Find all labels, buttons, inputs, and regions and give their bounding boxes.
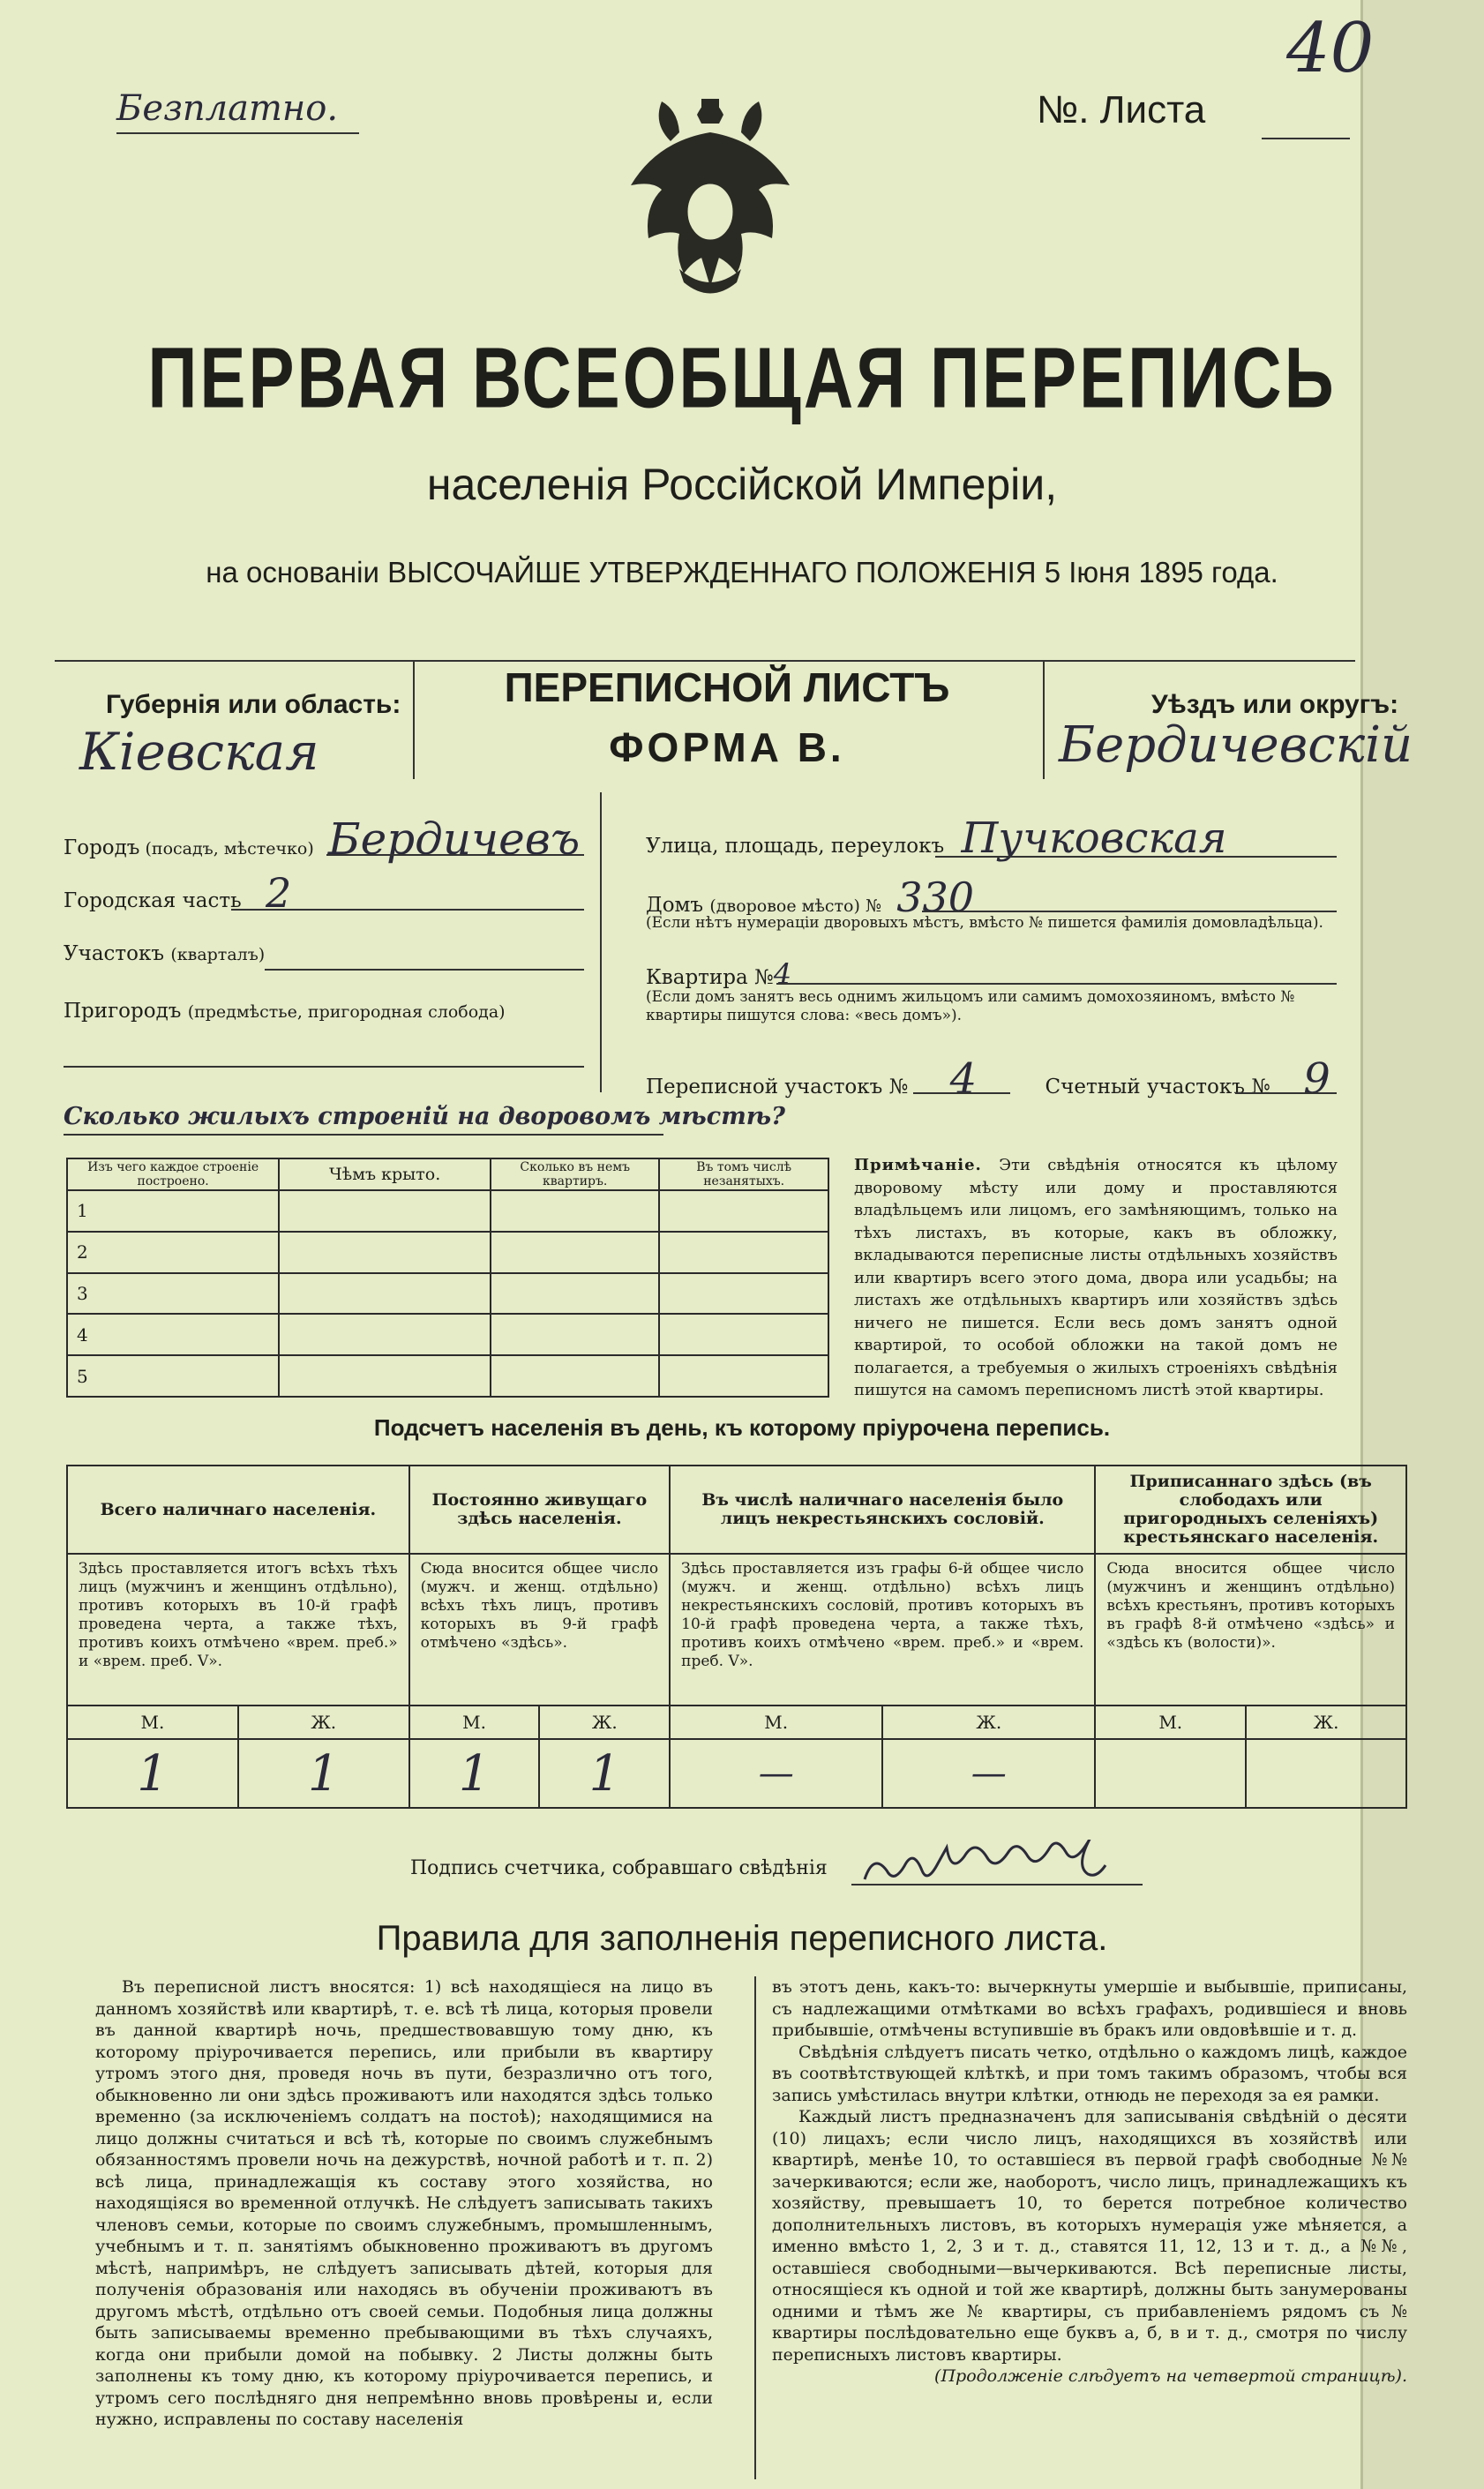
prigorod-underline — [64, 1066, 584, 1068]
rules-right-column — [772, 1976, 1407, 2479]
population-count-table — [66, 1465, 1407, 1809]
peasant-female-value — [1246, 1739, 1406, 1808]
free-underline — [116, 132, 359, 134]
count-headers — [67, 1466, 1406, 1554]
guberniya-label: Губернія или область: — [106, 690, 401, 719]
apt-value: 4 — [773, 957, 792, 991]
total-female-value: 1 — [238, 1739, 409, 1808]
city-value: Бердичевъ — [327, 813, 581, 865]
table-row — [67, 1273, 828, 1315]
structures-question-underline — [64, 1134, 663, 1136]
city-field: Городъ (посадъ, мѣстечко) Бердичевъ — [64, 813, 581, 865]
apt-note: (Если домъ занятъ весь однимъ жильцомъ или самимъ домохозяиномъ, вмѣсто № квартиры пишутся слова: «весь домъ»). — [646, 988, 1295, 1024]
count-title: Подсчетъ населенія въ день, къ которому пріурочена перепись. — [373, 1414, 1111, 1441]
male-label: М. — [409, 1706, 540, 1739]
table-row — [67, 1232, 828, 1273]
count-header-permanent: Постоянно живущаго здѣсь населенія. — [409, 1466, 670, 1554]
structures-question: Сколько жилыхъ строеній на дворовомъ мѣстѣ? — [64, 1103, 785, 1130]
form-type: ФОРМА В. — [609, 724, 845, 770]
census-basis: на основаніи ВЫСОЧАЙШЕ УТВЕРЖДЕННАГО ПОЛОЖЕНІЯ 5 Іюня 1895 года. — [206, 556, 1278, 589]
counting-district-value: 9 — [1303, 1054, 1330, 1104]
count-desc-permanent: Сюда вносится общее число (мужч. и женщ. отдѣльно) всѣхъ тѣхъ лицъ, противъ которыхъ въ 9-й графѣ отмѣчено «здѣсь». — [409, 1554, 670, 1706]
structures-table — [66, 1158, 829, 1398]
table-row — [67, 1190, 828, 1232]
rules-title: Правила для заполненія переписного листа. — [376, 1919, 1108, 1958]
city-part-underline — [231, 909, 584, 911]
female-label: Ж. — [539, 1706, 670, 1739]
rules-right-para3: Каждый листъ предназначенъ для записыванія свѣдѣній о десяти (10) лицахъ; если число лицъ, находящихся въ хозяйствѣ или квартирѣ, менѣе 10, то оставшіеся въ первой графѣ свободные №№ зачеркиваются; если же, наоборотъ, число лицъ, принадлежащихъ къ хозяйству, превышаетъ 10, то берется потребное количество дополнительныхъ листовъ, въ которыхъ нумерація уже мѣняется, а именно вмѣсто 1, 2, 3 и т. д., ставятся 11, 12, 13 и т. д., а №№, оставшіеся свободными—вычеркиваются. Всѣ переписные листы, относящіеся къ одной и той же квартирѣ, должны быть занумерованы одними и тѣмъ же № квартиры, съ прибавленіемъ рядомъ съ № квартиры послѣдовательно еще буквъ а, б, в и т. д., смотря по числу переписныхъ листовъ квартиры. — [772, 2107, 1407, 2365]
guberniya-value: Кіевская — [79, 722, 319, 782]
total-male-value: 1 — [67, 1739, 238, 1808]
counting-district-underline — [1235, 1092, 1337, 1094]
census-district-value: 4 — [949, 1054, 978, 1104]
note-label: Примѣчаніе. — [854, 1156, 982, 1174]
table-row — [67, 1314, 828, 1355]
city-part-field: Городская часть 2 — [64, 869, 292, 917]
street-underline — [935, 856, 1337, 858]
female-label: Ж. — [1246, 1706, 1406, 1739]
rules-right-para2: Свѣдѣнія слѣдуетъ писать четко, отдѣльно о каждомъ лицѣ, каждое въ соотвѣтствующей клѣткѣ, и при томъ такимъ образомъ, чтобы вся запись умѣстилась внутри клѣтки, отнюдь не переходя за ея рамки. — [772, 2042, 1407, 2105]
corner-number: 40 — [1286, 9, 1375, 88]
count-desc-non-peasant: Здѣсь проставляется изъ графы 6-й общее число (мужч. и женщ. отдѣльно) всѣхъ лицъ некрестьянскихъ сословій, противъ которыхъ въ 10-й графѣ проведена черта, а также тѣхъ, противъ коихъ отмѣчено «врем. преб.» и «врем. преб. V». — [670, 1554, 1095, 1706]
sheet-number-label: №. Листа — [1037, 88, 1206, 131]
row-number: 5 — [67, 1355, 279, 1397]
signature-label: Подпись счетчика, собравшаго свѣдѣнія — [410, 1857, 828, 1879]
double-headed-eagle-emblem — [626, 79, 794, 309]
uezd-value: Бердичевскій — [1059, 716, 1413, 774]
count-header-peasant: Приписаннаго здѣсь (въ слободахъ или пригородныхъ селеніяхъ) крестьянскаго населенія. — [1095, 1466, 1406, 1554]
male-label: М. — [670, 1706, 882, 1739]
structures-col-material: Изъ чего каждое строеніе построено. — [67, 1158, 279, 1190]
row-number: 3 — [67, 1273, 279, 1315]
apt-field: Квартира №4 — [646, 957, 792, 991]
permanent-male-value: 1 — [409, 1739, 540, 1808]
male-label: М. — [1095, 1706, 1246, 1739]
house-field: Домъ (дворовое мѣсто) № 330 — [646, 873, 975, 921]
non-peasant-female-value: — — [882, 1739, 1095, 1808]
counter-signature — [860, 1840, 1134, 1901]
peasant-male-value — [1095, 1739, 1246, 1808]
structures-note — [854, 1154, 1338, 1402]
structures-col-vacant: Въ томъ числѣ незанятыхъ. — [659, 1158, 828, 1190]
row-number: 4 — [67, 1314, 279, 1355]
count-descriptions — [67, 1554, 1406, 1706]
row-number: 2 — [67, 1232, 279, 1273]
rules-continued: (Продолженіе слѣдуетъ на четвертой страницѣ). — [934, 2366, 1407, 2386]
count-desc-peasant: Сюда вносится общее число (мужчинъ и женщинъ отдѣльно) всѣхъ крестьянъ, противъ которыхъ въ графѣ 8-й отмѣчено «здѣсь» и «здѣсь къ (волости)». — [1095, 1554, 1406, 1706]
uchastok-underline — [265, 969, 584, 971]
female-label: Ж. — [882, 1706, 1095, 1739]
rules-left-column: Въ переписной листъ вносятся: 1) всѣ находящіеся на лицо въ данномъ хозяйствѣ или квартирѣ, т. е. всѣ тѣ лица, которыя провели въ данной квартирѣ ночь, предшествовавшую тому дню, къ которому пріурочивается перепись, или прибыли въ квартиру утромъ этого дня, проведя ночь въ пути, безразлично отъ того, обыкновенно ли они здѣсь проживаютъ или находятся здѣсь только временно (за исключеніемъ солдатъ на постоѣ); находящимися на лицо должны считаться и всѣ тѣ, которые по своимъ служебнымъ обязанностямъ провели ночь на дежурствѣ, ночной работѣ и т. п. 2) всѣ лица, принадлежащія къ составу этого хозяйства, но находящіяся во временной отлучкѣ. Не слѣдуетъ записывать такихъ членовъ семьи, которые по своимъ служебнымъ, промышленнымъ, учебнымъ и т. п. занятіямъ обыкновенно проживаютъ въ другомъ мѣстѣ, напримѣръ, не слѣдуетъ записывать дѣтей, которыя для полученія образованія или находясь въ обученіи проживаютъ въ другомъ мѣстѣ, отдѣльно отъ своей семьи. Подобныя лица должны быть записываемы временно пребывающими въ тѣхъ случаяхъ, когда они прибыли домой на побывку. 2 Листы должны быть заполнены къ тому дню, къ которому пріурочивается перепись, и утромъ сего послѣдняго дня непремѣнно вновь провѣрены и, если нужно, исправлены по составу населенія — [95, 1977, 713, 2429]
count-desc-total: Здѣсь проставляется итогъ всѣхъ тѣхъ лицъ (мужчинъ и женщинъ отдѣльно), противъ которыхъ въ 10-й графѣ проведена черта, а также тѣхъ, противъ коихъ отмѣчено «врем. преб.» и «врем. преб. V». — [67, 1554, 409, 1706]
free-label: Безплатно. — [116, 88, 339, 129]
street-field: Улица, площадь, переулокъ Пучковская — [646, 813, 1227, 863]
house-underline — [922, 911, 1337, 912]
rules-right-para1: въ этотъ день, какъ-то: вычеркнуты умершіе и выбывшіе, приписаны, съ надлежащими отмѣтками во всѣхъ графахъ, родившіеся и вновь прибывшіе, отмѣчены вступившіе въ бракъ или овдовѣвшіе и т. д. — [772, 1977, 1407, 2040]
structures-col-apartments: Сколько въ немъ квартиръ. — [491, 1158, 659, 1190]
row-number: 1 — [67, 1190, 279, 1232]
fields-divider — [600, 792, 602, 1092]
census-district-field: Переписной участокъ № 4 Счетный участокъ № 9 — [646, 1054, 1330, 1104]
count-header-total: Всего наличнаго населенія. — [67, 1466, 409, 1554]
census-district-underline — [913, 1092, 1010, 1094]
structures-col-roof: Чѣмъ крыто. — [279, 1158, 491, 1190]
count-gender-row — [67, 1706, 1406, 1739]
non-peasant-male-value: — — [670, 1739, 882, 1808]
male-label: М. — [67, 1706, 238, 1739]
prigorod-field: Пригородъ (предмѣстье, пригородная слобода) — [64, 1000, 506, 1023]
table-row — [67, 1355, 828, 1397]
count-header-non-peasant: Въ числѣ наличнаго населенія было лицъ некрестьянскихъ сословій. — [670, 1466, 1095, 1554]
count-values-row — [67, 1739, 1406, 1808]
uezd-label: Уѣздъ или округъ: — [1151, 690, 1399, 719]
form-name: ПЕРЕПИСНОЙ ЛИСТЪ — [504, 664, 950, 710]
sheet-number-underline — [1262, 138, 1350, 139]
house-note: (Если нѣтъ нумераціи дворовыхъ мѣстъ, вмѣсто № пишется фамилія домовладѣльца). — [646, 914, 1323, 932]
census-main-title: ПЕРВАЯ ВСЕОБЩАЯ ПЕРЕПИСЬ — [147, 328, 1337, 426]
apt-underline — [776, 983, 1337, 985]
house-value: 330 — [896, 873, 975, 921]
city-part-value: 2 — [265, 869, 292, 917]
street-value: Пучковская — [961, 813, 1227, 863]
city-underline — [326, 854, 584, 856]
rules-column-divider — [754, 1976, 756, 2479]
census-subtitle: населенія Россійской Имперіи, — [426, 460, 1058, 509]
female-label: Ж. — [238, 1706, 409, 1739]
permanent-female-value: 1 — [539, 1739, 670, 1808]
uchastok-field: Участокъ (кварталъ) — [64, 942, 266, 965]
note-text: Эти свѣдѣнія относятся къ цѣлому дворовому мѣсту или дому и проставляются владѣльцемъ или лицомъ, его замѣняющимъ, только на тѣхъ листахъ, въ которые, какъ въ обложку, вкладываются переписные листы отдѣльныхъ хозяйствъ или квартиръ всего этого дома, двора или усадьбы; на листахъ же отдѣльныхъ квартиръ или хозяйствъ здѣсь ничего не пишется. Если весь домъ занятъ одной квартирой, то особой обложки на такой домъ не полагается, а требуемыя о жилыхъ строеніяхъ свѣдѣнія пишутся на самомъ переписномъ листѣ этой квартиры. — [854, 1156, 1338, 1399]
